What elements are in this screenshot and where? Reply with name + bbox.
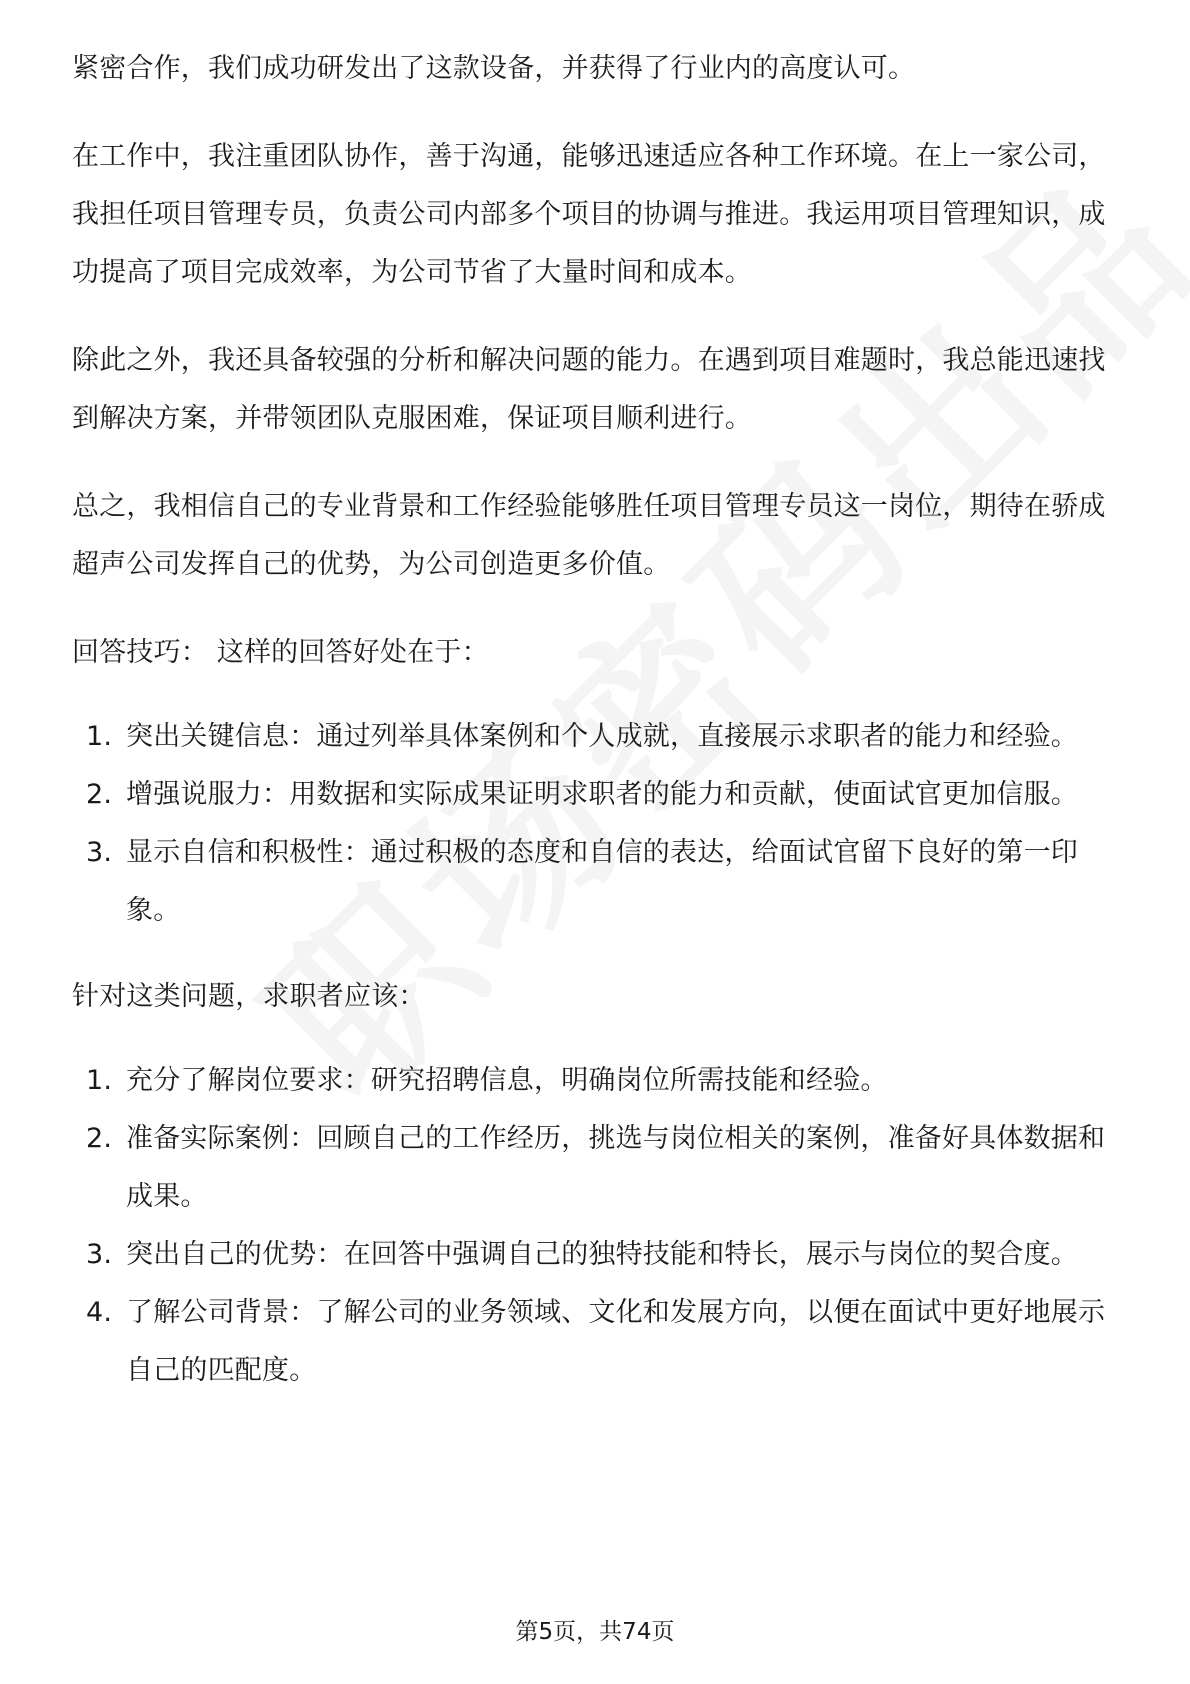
list-item-text: 增强说服力：用数据和实际成果证明求职者的能力和贡献，使面试官更加信服。 xyxy=(126,779,1078,810)
list-item-text: 显示自信和积极性：通过积极的态度和自信的表达，给面试官留下良好的第一印象。 xyxy=(126,837,1078,926)
list-item xyxy=(72,1284,1118,1400)
list-item xyxy=(72,766,1118,824)
list-number: 1. xyxy=(86,1065,113,1096)
list-number: 1. xyxy=(86,721,113,752)
paragraph-3: 除此之外，我还具备较强的分析和解决问题的能力。在遇到项目难题时，我总能迅速找到解决方案，并带领团队克服困难，保证项目顺利进行。 xyxy=(72,345,1106,434)
list-item xyxy=(72,1052,1118,1110)
paragraph-2: 在工作中，我注重团队协作，善于沟通，能够迅速适应各种工作环境。在上一家公司，我担任项目管理专员，负责公司内部多个项目的协调与推进。我运用项目管理知识，成功提高了项目完成效率，为公司节省了大量时间和成本。 xyxy=(72,141,1106,288)
list-item-text: 充分了解岗位要求：研究招聘信息，明确岗位所需技能和经验。 xyxy=(126,1065,888,1096)
list-item xyxy=(72,824,1118,940)
list-item-text: 了解公司背景：了解公司的业务领域、文化和发展方向，以便在面试中更好地展示自己的匹配度。 xyxy=(126,1297,1106,1386)
advice-list xyxy=(72,1052,1118,1400)
page-content xyxy=(72,40,1118,1428)
list-item-text: 准备实际案例：回顾自己的工作经历，挑选与岗位相关的案例，准备好具体数据和成果。 xyxy=(126,1123,1106,1212)
list-number: 2. xyxy=(86,779,113,810)
list-number: 3. xyxy=(86,837,113,868)
list-item xyxy=(72,708,1118,766)
page-number-footer: 第5页，共74页 xyxy=(515,1619,675,1645)
list-item-text: 突出关键信息：通过列举具体案例和个人成就，直接展示求职者的能力和经验。 xyxy=(126,721,1078,752)
list-item xyxy=(72,1110,1118,1226)
list-item xyxy=(72,1226,1118,1284)
paragraph-1: 紧密合作，我们成功研发出了这款设备，并获得了行业内的高度认可。 xyxy=(72,53,916,84)
tips-list xyxy=(72,708,1118,940)
list-number: 2. xyxy=(86,1123,113,1154)
list-number: 3. xyxy=(86,1239,113,1270)
list-item-text: 突出自己的优势：在回答中强调自己的独特技能和特长，展示与岗位的契合度。 xyxy=(126,1239,1078,1270)
list-number: 4. xyxy=(86,1297,113,1328)
tips-heading: 回答技巧： 这样的回答好处在于： xyxy=(72,637,489,668)
paragraph-4: 总之，我相信自己的专业背景和工作经验能够胜任项目管理专员这一岗位，期待在骄成超声公司发挥自己的优势，为公司创造更多价值。 xyxy=(72,491,1106,580)
advice-heading: 针对这类问题，求职者应该： xyxy=(72,981,426,1012)
